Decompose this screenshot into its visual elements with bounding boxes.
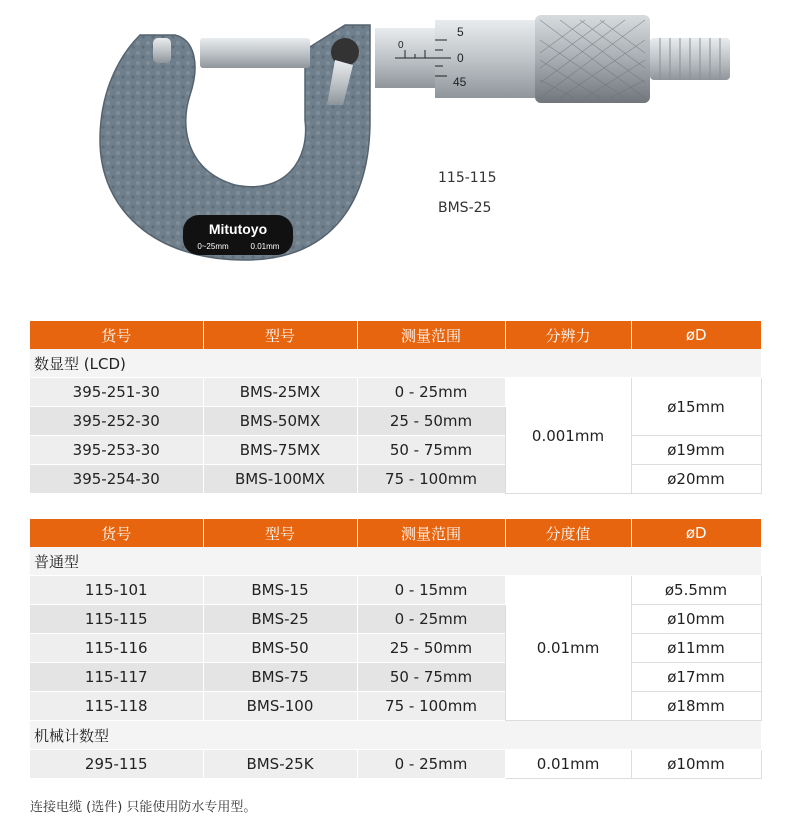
thimble-45: 45 bbox=[453, 75, 467, 89]
cell-model: BMS-100 bbox=[203, 692, 357, 721]
thimble-5: 5 bbox=[457, 25, 464, 39]
cell-model: BMS-15 bbox=[203, 576, 357, 605]
cell-graduation: 0.01mm bbox=[505, 750, 631, 779]
header-code: 货号 bbox=[30, 519, 203, 547]
header-range: 测量范围 bbox=[357, 321, 505, 349]
cell-model: BMS-75MX bbox=[203, 436, 357, 465]
cell-range: 0 - 25mm bbox=[357, 750, 505, 779]
table-row bbox=[30, 465, 761, 494]
cell-code: 395-254-30 bbox=[30, 465, 203, 494]
cell-range: 25 - 50mm bbox=[357, 407, 505, 436]
cell-graduation: 0.01mm bbox=[505, 576, 631, 721]
header-resolution: 分辨力 bbox=[505, 321, 631, 349]
cell-model: BMS-25K bbox=[203, 750, 357, 779]
cell-diameter: ø5.5mm bbox=[631, 576, 761, 605]
cell-range: 25 - 50mm bbox=[357, 634, 505, 663]
table-row bbox=[30, 378, 761, 407]
cell-model: BMS-25MX bbox=[203, 378, 357, 407]
cell-diameter: ø18mm bbox=[631, 692, 761, 721]
table-header-row bbox=[30, 519, 761, 547]
header-diameter: øD bbox=[631, 321, 761, 349]
cell-range: 50 - 75mm bbox=[357, 663, 505, 692]
resolution-label: 0.01mm bbox=[250, 242, 280, 251]
group-row bbox=[30, 349, 761, 378]
table-row bbox=[30, 750, 761, 779]
cell-range: 75 - 100mm bbox=[357, 465, 505, 494]
table-row bbox=[30, 634, 761, 663]
cell-diameter: ø17mm bbox=[631, 663, 761, 692]
cell-model: BMS-50 bbox=[203, 634, 357, 663]
header-range: 测量范围 bbox=[357, 519, 505, 547]
sleeve-zero: 0 bbox=[398, 40, 404, 51]
cell-code: 115-101 bbox=[30, 576, 203, 605]
table-row bbox=[30, 436, 761, 465]
cell-range: 0 - 15mm bbox=[357, 576, 505, 605]
header-model: 型号 bbox=[203, 321, 357, 349]
standard-spec-table bbox=[30, 519, 762, 779]
cell-diameter: ø10mm bbox=[631, 750, 761, 779]
logo-text: Mitutoyo bbox=[208, 221, 268, 237]
thimble bbox=[435, 20, 535, 98]
spindle bbox=[200, 38, 310, 68]
table-row bbox=[30, 605, 761, 634]
header-code: 货号 bbox=[30, 321, 203, 349]
group-label: 数显型 (LCD) bbox=[30, 349, 761, 378]
cell-model: BMS-25 bbox=[203, 605, 357, 634]
cell-code: 115-118 bbox=[30, 692, 203, 721]
cell-code: 115-117 bbox=[30, 663, 203, 692]
table-header-row bbox=[30, 321, 761, 349]
table-row bbox=[30, 576, 761, 605]
cell-code: 395-252-30 bbox=[30, 407, 203, 436]
cell-code: 395-253-30 bbox=[30, 436, 203, 465]
group-label: 普通型 bbox=[30, 547, 761, 576]
cell-range: 0 - 25mm bbox=[357, 605, 505, 634]
cell-model: BMS-50MX bbox=[203, 407, 357, 436]
cell-code: 115-115 bbox=[30, 605, 203, 634]
cell-model: BMS-75 bbox=[203, 663, 357, 692]
cell-code: 115-116 bbox=[30, 634, 203, 663]
cell-diameter: ø11mm bbox=[631, 634, 761, 663]
cell-range: 0 - 25mm bbox=[357, 378, 505, 407]
cell-diameter: ø10mm bbox=[631, 605, 761, 634]
cell-diameter: ø15mm bbox=[631, 378, 761, 436]
cell-range: 50 - 75mm bbox=[357, 436, 505, 465]
table-row bbox=[30, 692, 761, 721]
group-row bbox=[30, 721, 761, 750]
anvil bbox=[153, 38, 171, 63]
footnote: 连接电缆 (选件) 只能使用防水专用型。 bbox=[30, 800, 257, 815]
group-row bbox=[30, 547, 761, 576]
thimble-0: 0 bbox=[457, 51, 464, 65]
cell-code: 295-115 bbox=[30, 750, 203, 779]
cell-resolution: 0.001mm bbox=[505, 378, 631, 494]
cell-range: 75 - 100mm bbox=[357, 692, 505, 721]
cell-code: 395-251-30 bbox=[30, 378, 203, 407]
header-graduation: 分度值 bbox=[505, 519, 631, 547]
table-row bbox=[30, 663, 761, 692]
group-label: 机械计数型 bbox=[30, 721, 761, 750]
cell-model: BMS-100MX bbox=[203, 465, 357, 494]
caption-code: 115-115 bbox=[438, 170, 497, 186]
header-model: 型号 bbox=[203, 519, 357, 547]
cell-diameter: ø19mm bbox=[631, 436, 761, 465]
range-label: 0~25mm bbox=[197, 242, 229, 251]
micrometer-image bbox=[95, 10, 745, 280]
cell-diameter: ø20mm bbox=[631, 465, 761, 494]
caption-model: BMS-25 bbox=[438, 200, 492, 216]
digital-spec-table bbox=[30, 321, 762, 494]
header-diameter: øD bbox=[631, 519, 761, 547]
